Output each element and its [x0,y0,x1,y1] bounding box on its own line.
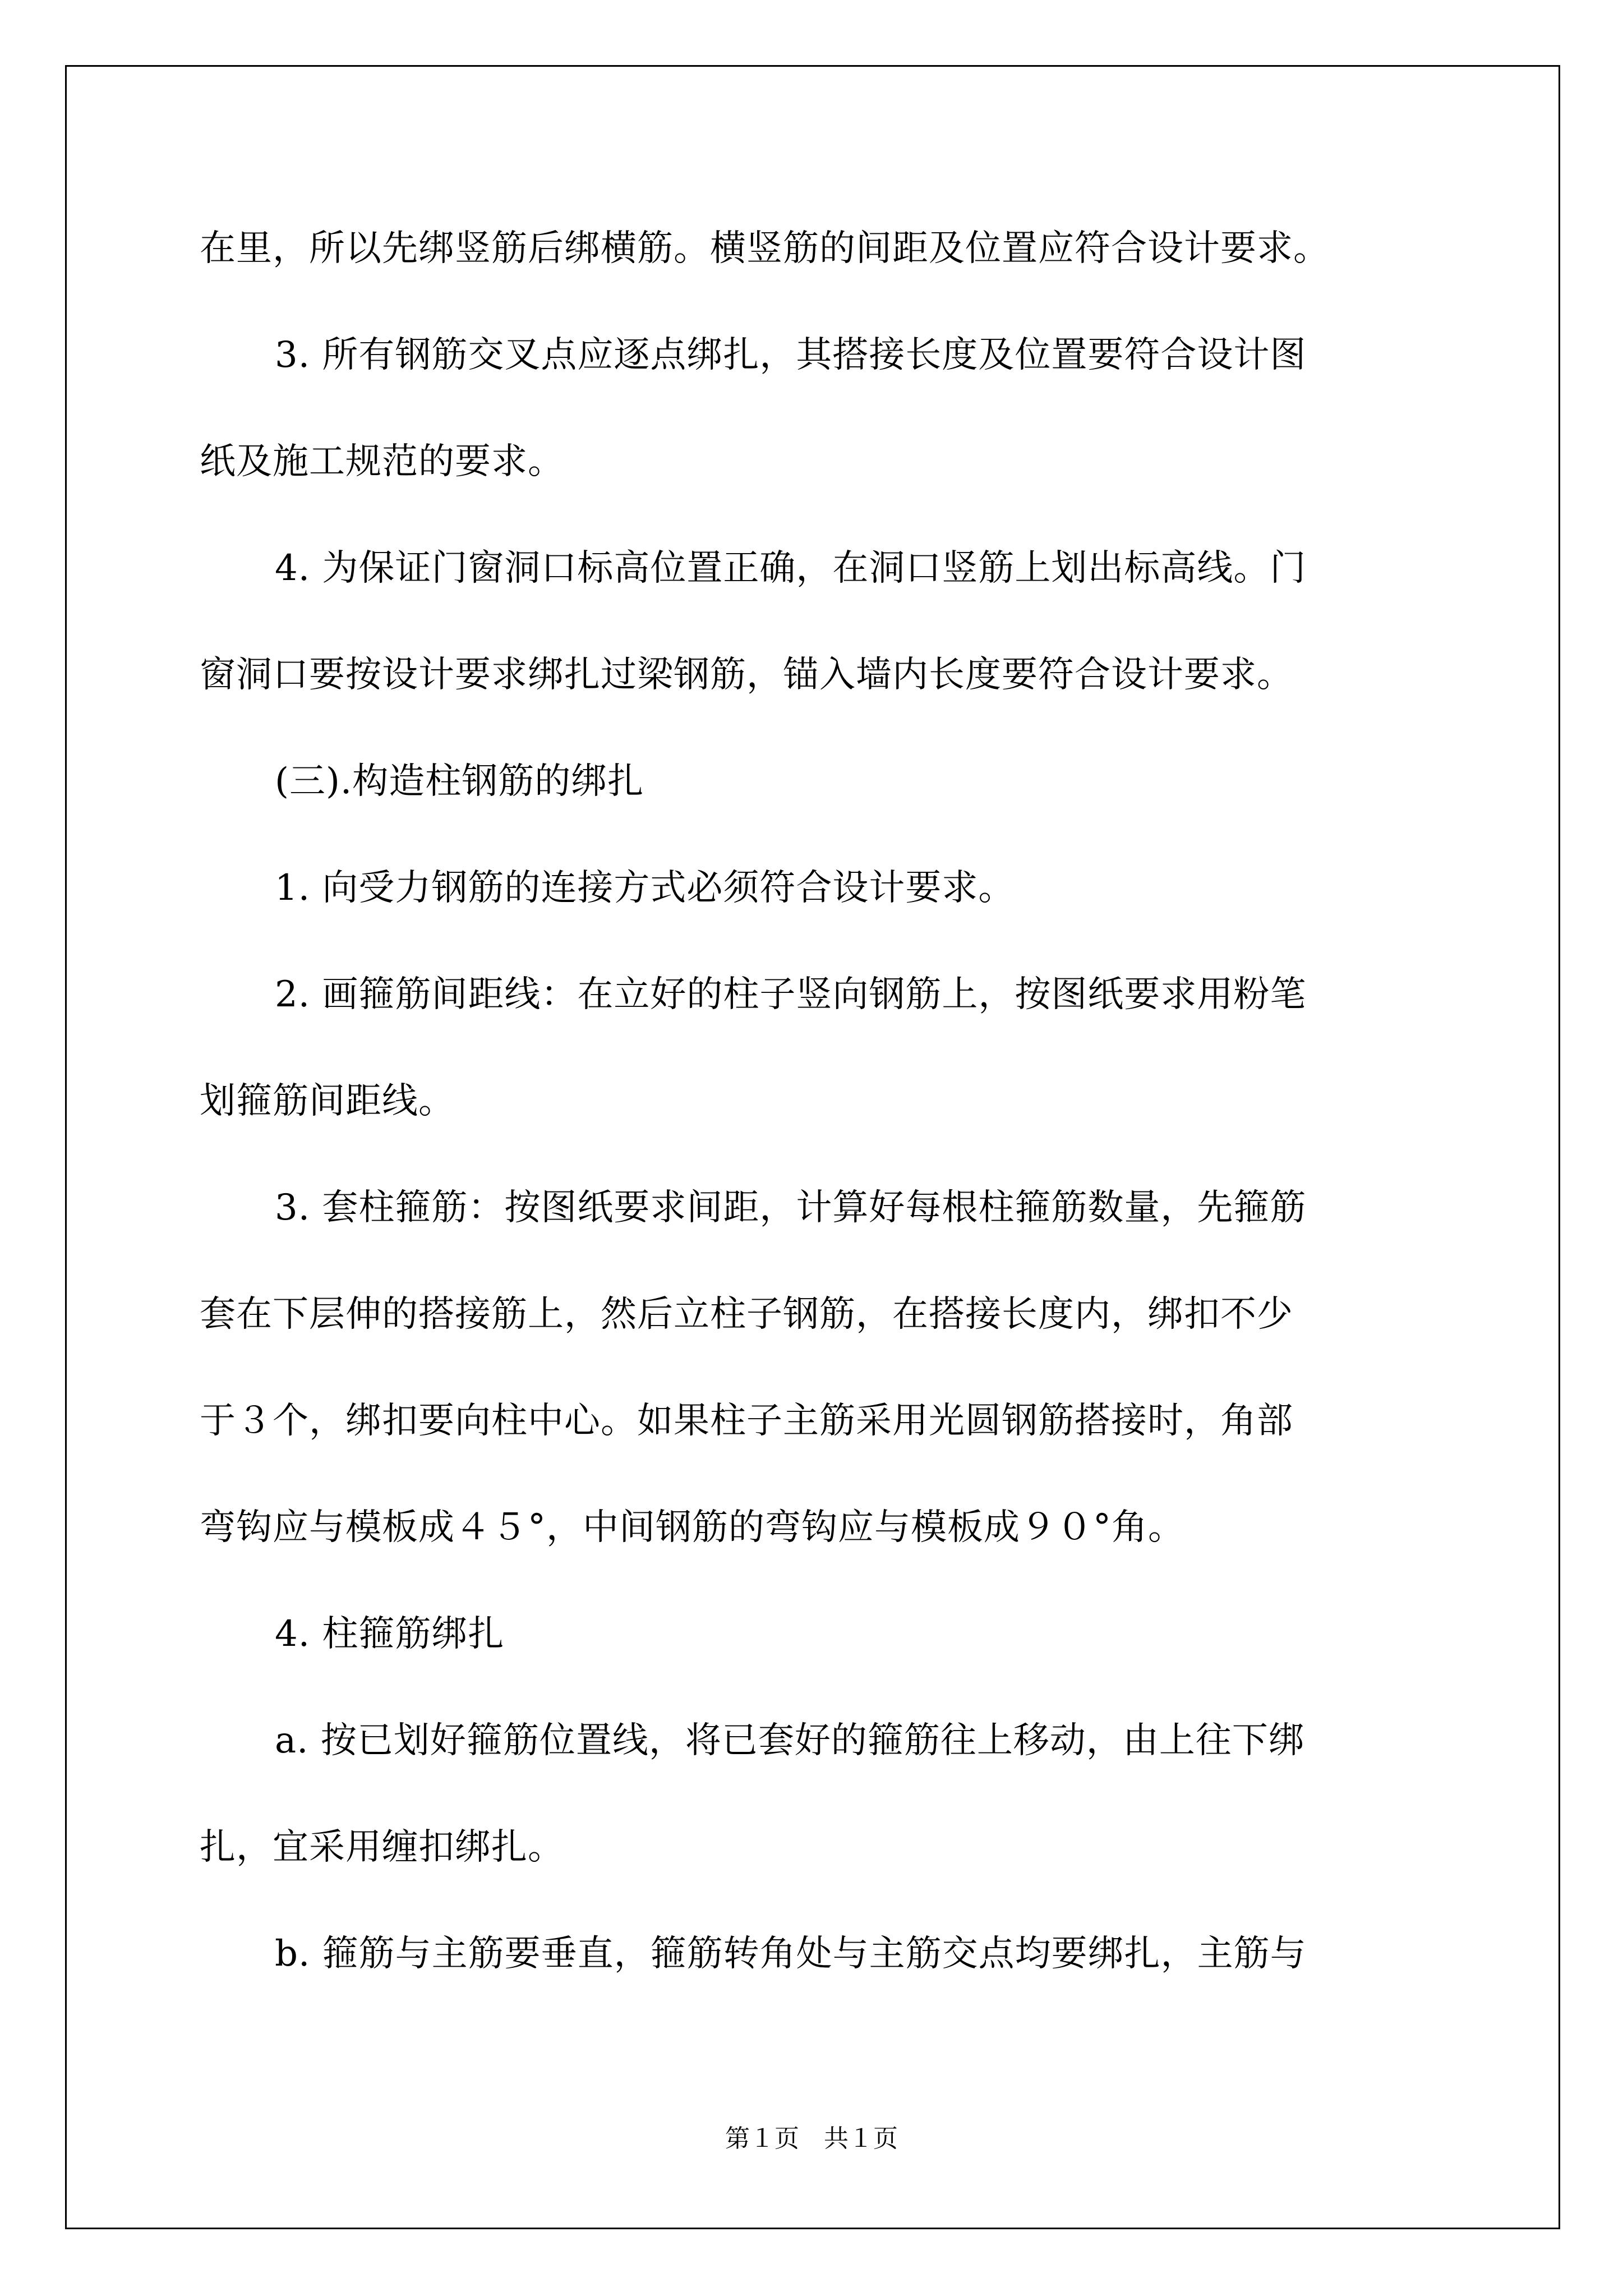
body-line-16: 扎，宜采用缠扣绑扎。 [200,1826,564,1868]
body-line-10: 3. 套柱箍筋：按图纸要求间距，计算好每根柱箍筋数量，先箍筋 [275,1187,1307,1228]
body-line-3: 纸及施工规范的要求。 [200,441,564,482]
page-border [65,65,1560,2229]
body-line-9: 划箍筋间距线。 [200,1080,455,1122]
body-line-7: 1. 向受力钢筋的连接方式必须符合设计要求。 [275,867,1015,909]
body-line-13: 弯钩应与模板成４５°，中间钢筋的弯钩应与模板成９０°角。 [200,1507,1184,1548]
body-line-15: a. 按已划好箍筋位置线，将已套好的箍筋往上移动，由上往下绑 [275,1720,1305,1761]
page-footer: 第１页 共１页 [725,2124,898,2153]
body-line-4: 4. 为保证门窗洞口标高位置正确，在洞口竖筋上划出标高线。门 [275,547,1307,589]
body-line-12: 于３个，绑扣要向柱中心。如果柱子主筋采用光圆钢筋搭接时，角部 [200,1400,1293,1442]
body-line-8: 2. 画箍筋间距线：在立好的柱子竖向钢筋上，按图纸要求用粉笔 [275,974,1307,1015]
body-line-14: 4. 柱箍筋绑扎 [275,1613,505,1655]
body-line-2: 3. 所有钢筋交叉点应逐点绑扎，其搭接长度及位置要符合设计图 [275,334,1307,376]
body-line-11: 套在下层伸的搭接筋上，然后立柱子钢筋，在搭接长度内，绑扣不少 [200,1294,1293,1335]
body-line-5: 窗洞口要按设计要求绑扎过梁钢筋，锚入墙内长度要符合设计要求。 [200,654,1293,696]
body-line-17: b. 箍筋与主筋要垂直，箍筋转角处与主筋交点均要绑扎，主筋与 [275,1933,1307,1975]
body-line-1: 在里，所以先绑竖筋后绑横筋。横竖筋的间距及位置应符合设计要求。 [200,228,1330,269]
section-heading: (三).构造柱钢筋的绑扎 [275,761,644,802]
